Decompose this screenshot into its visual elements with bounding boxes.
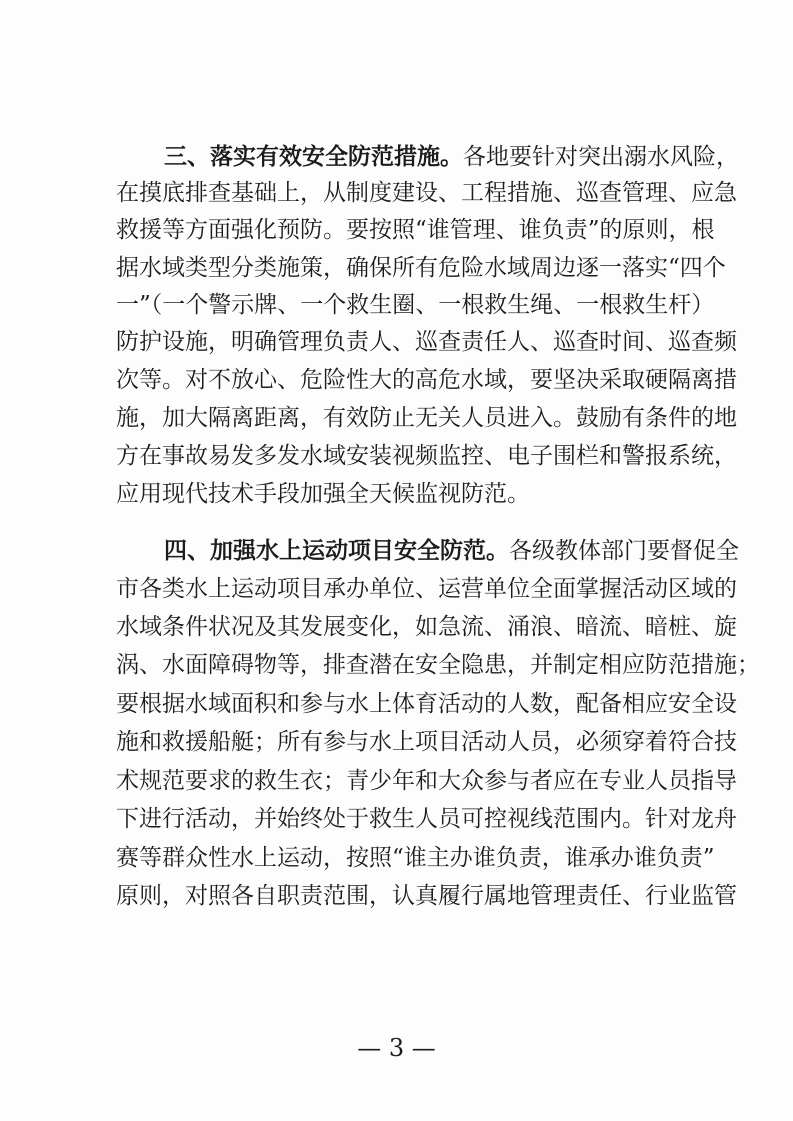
section-4-first-line — [164, 533, 739, 569]
paragraph-line: 市各类水上运动项目承办单位、运营单位全面掌握活动区域的 — [116, 576, 737, 602]
paragraph-line: 施和救援船艇；所有参与水上项目活动人员，必须穿着符合技 — [116, 729, 737, 755]
paragraph-line: 赛等群众性水上运动，按照“谁主办谁负责，谁承办谁负责” — [116, 845, 715, 871]
section-3-heading: 三、落实有效安全防范措施。 — [164, 144, 463, 170]
section-3-first-line — [164, 139, 739, 175]
paragraph-line: 据水域类型分类施策，确保所有危险水域周边逐一落实“四个 — [116, 255, 726, 281]
paragraph-line: 应用现代技术手段加强全天候监视防范。 — [116, 481, 530, 507]
paragraph-line: 下进行活动，并始终处于救生人员可控视线范围内。针对龙舟 — [116, 806, 737, 832]
paragraph-line: 防护设施，明确管理负责人、巡查责任人、巡查时间、巡查频 — [116, 329, 737, 355]
paragraph-line: 涡、水面障碍物等，排查潜在安全隐患，并制定相应防范措施； — [116, 652, 760, 678]
section-4-first-line-text: 各级教体部门要督促全 — [509, 538, 739, 564]
paragraph-line: 在摸底排查基础上，从制度建设、工程措施、巡查管理、应急 — [116, 180, 737, 206]
paragraph-line: 术规范要求的救生衣；青少年和大众参与者应在专业人员指导 — [116, 768, 737, 794]
paragraph-line: 水域条件状况及其发展变化，如急流、涌浪、暗流、暗桩、旋 — [116, 614, 737, 640]
page-number: — 3 — — [357, 1034, 436, 1062]
paragraph-line: 方在事故易发多发水域安装视频监控、电子围栏和警报系统， — [116, 443, 737, 469]
paragraph-line: 救援等方面强化预防。要按照“谁管理、谁负责”的原则，根 — [116, 217, 715, 243]
paragraph-line: 原则，对照各自职责范围，认真履行属地管理责任、行业监管 — [116, 883, 737, 909]
paragraph-line: 施，加大隔离距离，有效防止无关人员进入。鼓励有条件的地 — [116, 405, 737, 431]
paragraph-line: 次等。对不放心、危险性大的高危水域，要坚决采取硬隔离措 — [116, 367, 737, 393]
paragraph-line: 一”（一个警示牌、一个救生圈、一根救生绳、一根救生杆） — [116, 292, 715, 318]
section-4-heading: 四、加强水上运动项目安全防范。 — [164, 538, 509, 564]
paragraph-line: 要根据水域面积和参与水上体育活动的人数，配备相应安全设 — [116, 691, 737, 717]
section-3-first-line-text: 各地要针对突出溺水风险， — [463, 144, 739, 170]
